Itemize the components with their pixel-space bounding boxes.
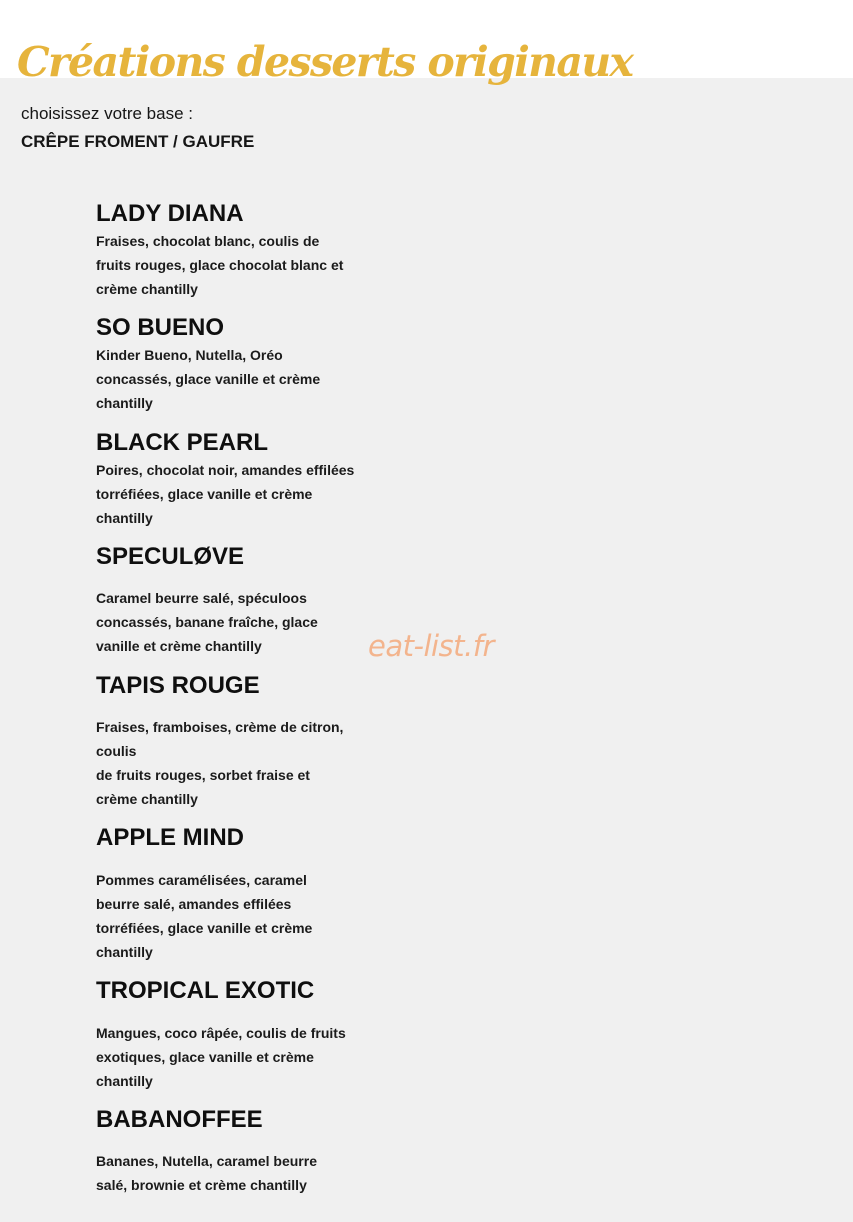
description-line: chantilly <box>96 944 153 960</box>
dish-description-tapis-rouge <box>96 715 381 811</box>
dish-description-apple-mind <box>96 868 381 964</box>
description-line: concassés, glace vanille et crème <box>96 371 321 387</box>
menu-title: Créations desserts originaux <box>17 38 633 86</box>
description-line: beurre salé, amandes effilées <box>96 896 292 912</box>
dish-name-apple-mind: APPLE MIND <box>96 824 245 851</box>
dish-description-so-bueno <box>96 343 381 415</box>
description-line: chantilly <box>96 1073 153 1089</box>
dish-description-tropical-exotic <box>96 1021 381 1093</box>
description-line: salé, brownie et crème chantilly <box>96 1177 307 1193</box>
dish-name-tapis-rouge: TAPIS ROUGE <box>96 672 260 699</box>
description-line: Fraises, chocolat blanc, coulis de <box>96 233 320 249</box>
description-line: chantilly <box>96 395 153 411</box>
description-line: torréfiées, glace vanille et crème <box>96 486 313 502</box>
dish-name-so-bueno: SO BUENO <box>96 314 225 341</box>
description-line: chantilly <box>96 510 153 526</box>
description-line: de fruits rouges, sorbet fraise et <box>96 767 310 783</box>
dish-name-babanoffee: BABANOFFEE <box>96 1106 263 1133</box>
description-line: fruits rouges, glace chocolat blanc et <box>96 257 344 273</box>
description-line: exotiques, glace vanille et crème <box>96 1049 314 1065</box>
dish-description-black-pearl <box>96 458 381 530</box>
site-watermark: eat-list.fr <box>368 629 494 663</box>
description-line: Poires, chocolat noir, amandes effilées <box>96 462 355 478</box>
description-line: Kinder Bueno, Nutella, Oréo <box>96 347 283 363</box>
description-line: Pommes caramélisées, caramel <box>96 872 307 888</box>
description-line: vanille et crème chantilly <box>96 638 262 654</box>
base-options: CRÊPE FROMENT / GAUFRE <box>21 132 255 151</box>
dish-description-speculove <box>96 586 381 658</box>
dish-description-babanoffee <box>96 1149 381 1197</box>
description-line: Bananes, Nutella, caramel beurre <box>96 1153 317 1169</box>
description-line: Fraises, framboises, crème de citron, <box>96 719 344 735</box>
description-line: Caramel beurre salé, spéculoos <box>96 590 307 606</box>
dish-name-lady-diana: LADY DIANA <box>96 200 244 227</box>
description-line: crème chantilly <box>96 281 198 297</box>
description-line: Mangues, coco râpée, coulis de fruits <box>96 1025 346 1041</box>
description-line: concassés, banane fraîche, glace <box>96 614 318 630</box>
base-label: choisissez votre base : <box>21 104 193 123</box>
dish-name-tropical-exotic: TROPICAL EXOTIC <box>96 977 315 1004</box>
description-line: torréfiées, glace vanille et crème <box>96 920 313 936</box>
dish-name-black-pearl: BLACK PEARL <box>96 429 268 456</box>
dish-description-lady-diana <box>96 229 381 301</box>
description-line: coulis <box>96 743 137 759</box>
dish-name-speculove: SPECULØVE <box>96 543 245 570</box>
description-line: crème chantilly <box>96 791 198 807</box>
